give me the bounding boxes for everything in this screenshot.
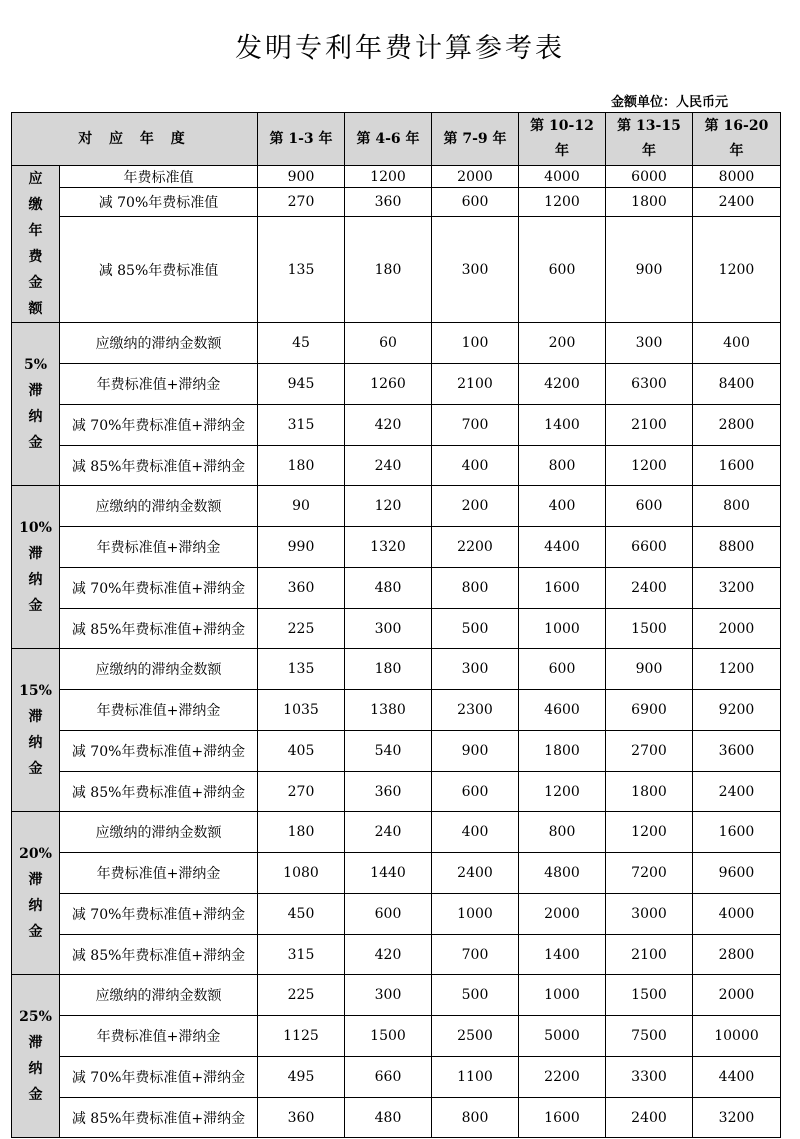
fee-cell: 2800 [693, 935, 781, 975]
table-row [12, 609, 781, 649]
group-label-line: 应 [28, 171, 43, 187]
table-row [12, 188, 781, 217]
fee-cell: 240 [345, 446, 432, 486]
fee-cell: 180 [258, 812, 345, 853]
fee-cell: 1440 [345, 853, 432, 894]
fee-cell: 500 [432, 975, 519, 1016]
fee-cell: 1320 [345, 527, 432, 568]
column-header: 第 7-9 年 [432, 113, 519, 166]
row-label: 减 85%年费标准值+滞纳金 [60, 609, 258, 649]
fee-cell: 480 [345, 568, 432, 609]
fee-cell: 2000 [519, 894, 606, 935]
fee-cell: 1800 [606, 772, 693, 812]
fee-cell: 315 [258, 935, 345, 975]
fee-cell: 400 [519, 486, 606, 527]
row-label: 减 70%年费标准值+滞纳金 [60, 1057, 258, 1098]
table-row [12, 405, 781, 446]
row-label: 减 70%年费标准值+滞纳金 [60, 731, 258, 772]
fee-cell: 8800 [693, 527, 781, 568]
row-label: 减 85%年费标准值+滞纳金 [60, 446, 258, 486]
fee-cell: 990 [258, 527, 345, 568]
fee-cell: 800 [693, 486, 781, 527]
table-row [12, 1098, 781, 1138]
row-label: 减 70%年费标准值 [60, 188, 258, 217]
fee-cell: 4600 [519, 690, 606, 731]
fee-cell: 45 [258, 323, 345, 364]
table-row [12, 217, 781, 323]
group-label-line: 纳 [28, 898, 43, 914]
fee-cell: 1600 [693, 812, 781, 853]
fee-cell: 1500 [606, 975, 693, 1016]
fee-cell: 180 [258, 446, 345, 486]
fee-cell: 8000 [693, 166, 781, 188]
column-header: 第 13-15 年 [606, 113, 693, 166]
group-label-line: 25% [19, 1009, 52, 1025]
fee-cell: 300 [606, 323, 693, 364]
fee-cell: 1800 [519, 731, 606, 772]
group-label [12, 975, 60, 1138]
fee-cell: 900 [258, 166, 345, 188]
fee-cell: 120 [345, 486, 432, 527]
fee-cell: 60 [345, 323, 432, 364]
fee-cell: 3200 [693, 568, 781, 609]
group-label [12, 649, 60, 812]
fee-cell: 6600 [606, 527, 693, 568]
row-label: 年费标准值+滞纳金 [60, 690, 258, 731]
fee-cell: 1600 [519, 568, 606, 609]
fee-cell: 2400 [693, 188, 781, 217]
fee-cell: 420 [345, 405, 432, 446]
group-label-line: 额 [28, 301, 43, 317]
table-row [12, 1057, 781, 1098]
fee-cell: 1500 [606, 609, 693, 649]
group-label-line: 10% [19, 520, 52, 536]
fee-cell: 10000 [693, 1016, 781, 1057]
fee-cell: 1200 [345, 166, 432, 188]
row-label: 年费标准值+滞纳金 [60, 527, 258, 568]
fee-cell: 9200 [693, 690, 781, 731]
currency-unit-note: 金额单位：人民币元 [610, 95, 728, 110]
fee-cell: 405 [258, 731, 345, 772]
fee-cell: 360 [345, 772, 432, 812]
table-row [12, 853, 781, 894]
group-label [12, 486, 60, 649]
group-label [12, 812, 60, 975]
fee-cell: 300 [432, 649, 519, 690]
fee-cell: 800 [519, 446, 606, 486]
fee-cell: 1080 [258, 853, 345, 894]
table-row [12, 935, 781, 975]
row-label: 年费标准值+滞纳金 [60, 364, 258, 405]
fee-cell: 1000 [519, 609, 606, 649]
fee-cell: 1260 [345, 364, 432, 405]
fee-cell: 2100 [606, 935, 693, 975]
fee-cell: 700 [432, 405, 519, 446]
table-row [12, 568, 781, 609]
table-row [12, 731, 781, 772]
fee-cell: 135 [258, 217, 345, 323]
row-label: 应缴纳的滞纳金数额 [60, 812, 258, 853]
table-row [12, 690, 781, 731]
row-label: 应缴纳的滞纳金数额 [60, 975, 258, 1016]
fee-cell: 2000 [693, 609, 781, 649]
fee-cell: 4200 [519, 364, 606, 405]
fee-cell: 1200 [606, 446, 693, 486]
fee-cell: 4400 [693, 1057, 781, 1098]
fee-cell: 945 [258, 364, 345, 405]
fee-cell: 90 [258, 486, 345, 527]
fee-table [11, 112, 781, 1138]
group-label [12, 323, 60, 486]
fee-cell: 400 [693, 323, 781, 364]
table-body [12, 166, 781, 1138]
group-label-line: 20% [19, 846, 52, 862]
fee-cell: 900 [606, 649, 693, 690]
fee-cell: 8400 [693, 364, 781, 405]
page-title: 发明专利年费计算参考表 [235, 33, 565, 64]
fee-cell: 400 [432, 446, 519, 486]
fee-cell: 900 [432, 731, 519, 772]
fee-cell: 6300 [606, 364, 693, 405]
fee-cell: 1200 [519, 188, 606, 217]
fee-cell: 270 [258, 188, 345, 217]
column-header: 第 4-6 年 [345, 113, 432, 166]
group-label-line: 金 [28, 275, 43, 291]
fee-cell: 500 [432, 609, 519, 649]
group-label-line: 纳 [28, 572, 43, 588]
row-label: 应缴纳的滞纳金数额 [60, 323, 258, 364]
group-label-line: 纳 [28, 409, 43, 425]
fee-cell: 1200 [693, 217, 781, 323]
fee-cell: 1100 [432, 1057, 519, 1098]
fee-cell: 600 [606, 486, 693, 527]
header-row [12, 113, 781, 166]
fee-cell: 2000 [432, 166, 519, 188]
fee-cell: 9600 [693, 853, 781, 894]
row-label: 减 70%年费标准值+滞纳金 [60, 405, 258, 446]
table-row [12, 527, 781, 568]
fee-cell: 1600 [693, 446, 781, 486]
fee-cell: 1200 [606, 812, 693, 853]
table-row [12, 486, 781, 527]
fee-cell: 7500 [606, 1016, 693, 1057]
table-row [12, 649, 781, 690]
fee-cell: 200 [432, 486, 519, 527]
fee-cell: 1000 [432, 894, 519, 935]
fee-cell: 700 [432, 935, 519, 975]
fee-cell: 300 [432, 217, 519, 323]
fee-cell: 1200 [519, 772, 606, 812]
table-row [12, 1016, 781, 1057]
fee-cell: 360 [258, 1098, 345, 1138]
group-label-line: 缴 [28, 197, 43, 213]
fee-cell: 315 [258, 405, 345, 446]
row-label: 减 70%年费标准值+滞纳金 [60, 894, 258, 935]
row-label: 减 70%年费标准值+滞纳金 [60, 568, 258, 609]
group-label-line: 年 [28, 223, 43, 239]
fee-cell: 270 [258, 772, 345, 812]
table-row [12, 364, 781, 405]
fee-cell: 135 [258, 649, 345, 690]
column-header: 第 1-3 年 [258, 113, 345, 166]
fee-cell: 1400 [519, 935, 606, 975]
fee-cell: 450 [258, 894, 345, 935]
fee-cell: 200 [519, 323, 606, 364]
fee-cell: 495 [258, 1057, 345, 1098]
year-range-header: 对 应 年 度 [12, 113, 258, 166]
fee-cell: 800 [519, 812, 606, 853]
fee-cell: 2400 [693, 772, 781, 812]
fee-cell: 225 [258, 609, 345, 649]
group-label-line: 金 [28, 1087, 43, 1103]
column-header: 第 16-20 年 [693, 113, 781, 166]
fee-cell: 600 [519, 217, 606, 323]
fee-cell: 3600 [693, 731, 781, 772]
fee-cell: 3000 [606, 894, 693, 935]
fee-cell: 2400 [606, 1098, 693, 1138]
fee-cell: 800 [432, 1098, 519, 1138]
fee-cell: 540 [345, 731, 432, 772]
fee-cell: 360 [258, 568, 345, 609]
fee-cell: 4000 [693, 894, 781, 935]
fee-cell: 1800 [606, 188, 693, 217]
fee-cell: 1380 [345, 690, 432, 731]
fee-cell: 180 [345, 649, 432, 690]
row-label: 年费标准值+滞纳金 [60, 1016, 258, 1057]
fee-cell: 4000 [519, 166, 606, 188]
fee-cell: 1200 [693, 649, 781, 690]
fee-cell: 2500 [432, 1016, 519, 1057]
fee-cell: 600 [345, 894, 432, 935]
fee-cell: 800 [432, 568, 519, 609]
fee-cell: 1035 [258, 690, 345, 731]
fee-cell: 660 [345, 1057, 432, 1098]
column-header: 第 10-12 年 [519, 113, 606, 166]
row-label: 年费标准值+滞纳金 [60, 853, 258, 894]
row-label: 应缴纳的滞纳金数额 [60, 486, 258, 527]
row-label: 减 85%年费标准值+滞纳金 [60, 935, 258, 975]
fee-cell: 300 [345, 975, 432, 1016]
group-label-line: 纳 [28, 735, 43, 751]
row-label: 年费标准值 [60, 166, 258, 188]
fee-cell: 2000 [693, 975, 781, 1016]
row-label: 减 85%年费标准值+滞纳金 [60, 1098, 258, 1138]
fee-cell: 180 [345, 217, 432, 323]
fee-cell: 600 [519, 649, 606, 690]
table-row [12, 166, 781, 188]
row-label: 应缴纳的滞纳金数额 [60, 649, 258, 690]
fee-cell: 2200 [519, 1057, 606, 1098]
group-label-line: 滞 [28, 546, 43, 562]
fee-cell: 1000 [519, 975, 606, 1016]
fee-cell: 6000 [606, 166, 693, 188]
group-label-line: 纳 [28, 1061, 43, 1077]
fee-cell: 240 [345, 812, 432, 853]
fee-cell: 1400 [519, 405, 606, 446]
fee-cell: 1600 [519, 1098, 606, 1138]
fee-cell: 400 [432, 812, 519, 853]
group-label-line: 15% [19, 683, 52, 699]
fee-cell: 480 [345, 1098, 432, 1138]
fee-cell: 2400 [606, 568, 693, 609]
fee-cell: 900 [606, 217, 693, 323]
fee-cell: 5000 [519, 1016, 606, 1057]
table-row [12, 772, 781, 812]
fee-cell: 300 [345, 609, 432, 649]
fee-cell: 1125 [258, 1016, 345, 1057]
group-label-line: 费 [28, 249, 43, 265]
group-label-line: 金 [28, 924, 43, 940]
fee-cell: 3300 [606, 1057, 693, 1098]
fee-cell: 4800 [519, 853, 606, 894]
fee-cell: 360 [345, 188, 432, 217]
fee-cell: 2400 [432, 853, 519, 894]
row-label: 减 85%年费标准值 [60, 217, 258, 323]
group-label-line: 滞 [28, 872, 43, 888]
group-label-line: 金 [28, 598, 43, 614]
group-label-line: 滞 [28, 709, 43, 725]
table-row [12, 812, 781, 853]
group-label-line: 金 [28, 761, 43, 777]
fee-cell: 2100 [432, 364, 519, 405]
fee-cell: 225 [258, 975, 345, 1016]
table-row [12, 446, 781, 486]
fee-cell: 2300 [432, 690, 519, 731]
table-row [12, 975, 781, 1016]
group-label-line: 5% [23, 357, 48, 373]
fee-cell: 6900 [606, 690, 693, 731]
group-label-line: 金 [28, 435, 43, 451]
fee-cell: 2800 [693, 405, 781, 446]
group-label-line: 滞 [28, 383, 43, 399]
fee-cell: 600 [432, 772, 519, 812]
fee-cell: 2200 [432, 527, 519, 568]
fee-cell: 100 [432, 323, 519, 364]
table-row [12, 894, 781, 935]
fee-cell: 600 [432, 188, 519, 217]
row-label: 减 85%年费标准值+滞纳金 [60, 772, 258, 812]
fee-cell: 7200 [606, 853, 693, 894]
fee-cell: 1500 [345, 1016, 432, 1057]
fee-cell: 2700 [606, 731, 693, 772]
group-label-line: 滞 [28, 1035, 43, 1051]
table-row [12, 323, 781, 364]
fee-cell: 3200 [693, 1098, 781, 1138]
fee-cell: 2100 [606, 405, 693, 446]
group-label [12, 166, 60, 323]
fee-cell: 4400 [519, 527, 606, 568]
fee-cell: 420 [345, 935, 432, 975]
